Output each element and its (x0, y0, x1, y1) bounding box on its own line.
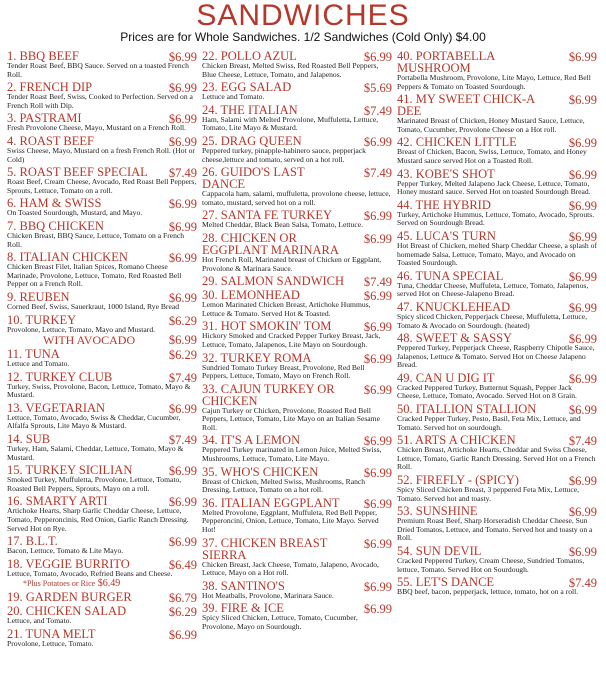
item-header (7, 80, 197, 96)
item-name: 40. PORTABELLA MUSHROOM (397, 49, 495, 75)
menu-item (7, 464, 197, 493)
item-addon (7, 334, 197, 346)
item-header (397, 473, 597, 489)
item-description: Tender Roast Beef, BBQ Sauce. Served on a toasted French Roll. (7, 61, 189, 79)
item-name: 50. ITALLION STALLION (397, 402, 537, 417)
item-description: Cracked Pepper Turkey, Pesto, Basil, Feta Mix, Lettuce, and Tomato. Served hot on sourdough. (397, 414, 581, 432)
item-name: 12. TURKEY CLUB (7, 369, 113, 384)
item-description: On Toasted Sourdough, Mustard, and Mayo. (7, 208, 143, 218)
item-description: Hot French Roll, Marinated breast of Chicken or Eggplant, Provolone & Marinara Sauce. (202, 254, 382, 273)
item-name: 39. FIRE & ICE (202, 601, 284, 616)
item-description: Cajun Turkey or Chicken, Provolone, Roasted Red Bell Peppers, Lettuce, Tomato, Lite Mayo on an Italian Sesame Roll. (202, 405, 380, 432)
item-name: 17. B.L.T. (7, 534, 58, 549)
item-price: $6.99 (568, 269, 597, 284)
item-price: $6.99 (568, 371, 597, 386)
item-header (7, 494, 197, 510)
menu-item (202, 434, 392, 463)
menu-item (202, 209, 392, 230)
item-name: 6. HAM & SWISS (7, 196, 102, 211)
menu-item (202, 289, 392, 318)
item-description: Breast of Chicken, Bacon, Swiss, Lettuce, Tomato, and Honey Mustard sauce served Hot on a Toasted Roll. (397, 147, 587, 165)
item-description: Lemon Marinated Chicken Breast, Artichoke Hummus, Lettuce & Tomato. Served Hot & Toasted. (202, 300, 371, 318)
item-header (397, 93, 597, 117)
item-name: 7. BBQ CHICKEN (7, 218, 104, 233)
menu-item (202, 537, 392, 578)
menu-item (7, 314, 197, 347)
item-name: 54. SUN DEVIL (397, 544, 482, 558)
menu-item (7, 590, 197, 606)
menu-item (397, 332, 597, 370)
item-header (202, 80, 392, 96)
item-description: Breast of Chicken, Melted Swiss, Mushrooms, Ranch Dressing, Lettuce, Tomato on a hot roll. (202, 476, 366, 495)
item-header (397, 199, 597, 211)
menu-item (7, 291, 197, 312)
item-price: $6.99 (168, 401, 197, 416)
item-name: 13. VEGETARIAN (7, 400, 106, 415)
item-price: $6.29 (168, 313, 197, 328)
item-name: 10. TURKEY (7, 312, 77, 327)
item-header (202, 497, 392, 509)
item-price: $6.99 (363, 382, 392, 397)
item-header (202, 580, 392, 592)
item-description: Peppered Turkey marinated in Lemon Juice, Melted Swiss, Mushrooms, Lettuce, Tomato, Lite Mayo. (202, 445, 382, 464)
item-price: $6.99 (568, 474, 597, 489)
item-name: 43. KOBE'S SHOT (397, 166, 495, 181)
menu-item (397, 93, 597, 134)
item-price: $6.99 (568, 93, 597, 108)
item-header (397, 230, 597, 242)
item-name: 15. TURKEY SICILIAN (7, 463, 133, 478)
item-description: Swiss Cheese, Mayo, Mustard on a fresh French Roll. (Hot or Cold) (7, 145, 195, 164)
item-description: Roast Beef, Cream Cheese, Avocado, Red Roast Bell Peppers, Sprouts, Lettuce, Tomato on a roll. (7, 177, 197, 195)
item-header (202, 466, 392, 478)
item-price: $7.49 (363, 166, 392, 181)
item-price: $6.99 (568, 300, 597, 315)
item-price: $6.49 (168, 557, 197, 572)
item-header (202, 208, 392, 224)
item-name: 19. GARDEN BURGER (7, 590, 132, 605)
item-name: 33. CAJUN TURKEY OR CHICKEN (202, 381, 335, 408)
item-header (397, 301, 597, 313)
item-name: 30. LEMONHEAD (202, 288, 300, 303)
menu-item (7, 605, 197, 626)
item-name: 42. CHICKEN LITTLE (397, 135, 517, 150)
menu-item (397, 434, 597, 472)
item-price: $6.99 (363, 289, 392, 304)
menu-item (202, 135, 392, 164)
item-description: Artichoke Hearts, Sharp Garlic Cheddar Cheese, Lettuce, Tomato, Pepperoncinis, Red Onion, Garlic Ranch Dressing. Served Hot on Rye. (7, 506, 189, 533)
item-name: 49. CAN U DIG IT (397, 370, 495, 385)
item-header (7, 111, 197, 127)
item-price: $6.99 (568, 332, 597, 347)
menu-item (397, 576, 597, 597)
menu-item (397, 545, 597, 574)
item-description: Melted Provolone, Eggplant, Muffuleta, Red Bell Pepper, Pepperoncini, Onion, Lettuce, Tomato, Lite Mayo. Served Hot! (202, 507, 379, 535)
item-header (397, 372, 597, 384)
item-header (7, 558, 197, 570)
item-header (397, 135, 597, 151)
item-description: Tuna, Cheddar Cheese, Muffuleta, Lettuce, Tomato, Jalapenos, served Hot on Cheese-Jalapeno Bread. (397, 280, 589, 299)
item-price: $6.29 (168, 348, 197, 363)
item-name: 53. SUNSHINE (397, 504, 478, 519)
item-name: 46. TUNA SPECIAL (397, 268, 504, 283)
item-header (7, 402, 197, 414)
menu-item (202, 104, 392, 133)
item-description: Lettuce and Tomato. (7, 359, 70, 369)
item-header (7, 628, 197, 640)
item-header (7, 196, 197, 212)
item-name: 14. SUB (7, 432, 51, 447)
item-header (202, 232, 392, 256)
item-description: Spicy Sliced Chicken Breast, 3 peppered Feta Mix, Lettuce, Tomato. Served hot and toasty. (397, 485, 579, 503)
menu-item (397, 168, 597, 197)
menu-item (397, 301, 597, 330)
menu-item (202, 320, 392, 349)
item-description: BBQ beef, bacon, pepperjack, lettuce, tomato, hot on a roll. (397, 587, 579, 597)
item-description: Sundried Tomato Turkey Breast, Provolone, Red Bell Peppers, Lettuce, Tomato, Mayo on French Roll. (202, 362, 365, 381)
menu-item (7, 81, 197, 110)
item-description: Peppered turkey, pinapple-habinero sauce, pepperjack cheese,lettuce and tomato, served on a hot roll. (202, 145, 366, 164)
item-name: 44. THE HYBRID (397, 197, 491, 212)
item-name: 28. CHICKEN OR EGGPLANT MARINARA (202, 230, 339, 257)
item-description: Turkey, Swiss, Provolone, Bacon, Lettuce, Tomato, Mayo & Mustard. (7, 381, 191, 400)
item-description: Portabella Mushroom, Provolone, Lite Mayo, Lettuce, Red Bell Peppers & Tomato on Toasted Sourdough. (397, 73, 591, 91)
item-price: $7.49 (168, 370, 197, 385)
item-name: 20. CHICKEN SALAD (7, 604, 127, 619)
item-header (397, 402, 597, 418)
item-header (7, 50, 197, 62)
item-name: 36. ITALIAN EGGPLANT (202, 495, 340, 510)
item-description: Cracked Peppered Turkey, Butternut Squash, Pepper Jack Cheese, Lettuce, Tomato, Avocado. Served Hot on 8 Grain. (397, 382, 577, 401)
item-description: Spicy sliced Chicken, Pepperjack Cheese, Muffuletta, Lettuce, Tomato & Avocado on Sourdough. (heated) (397, 311, 588, 330)
menu-item (202, 352, 392, 381)
item-header (202, 104, 392, 116)
menu-item (397, 474, 597, 503)
item-price: $7.49 (568, 434, 597, 449)
item-header (202, 352, 392, 364)
item-name: 48. SWEET & SASSY (397, 331, 513, 346)
item-price: $6.99 (168, 219, 197, 234)
menu-item (7, 558, 197, 590)
item-name: 34. IT'S A LEMON (202, 433, 301, 448)
item-price: $6.99 (363, 134, 392, 149)
item-header (7, 291, 197, 303)
menu-item (7, 220, 197, 249)
item-name: 3. PASTRAMI (7, 111, 82, 126)
menu-item (397, 372, 597, 401)
item-price: $6.99 (568, 505, 597, 520)
menu-item (7, 251, 197, 289)
menu-item (397, 230, 597, 268)
item-header (7, 135, 197, 147)
menu-item (7, 433, 197, 462)
item-price: $6.99 (363, 602, 392, 617)
item-price: $6.99 (363, 465, 392, 480)
item-description: Tender Roast Beef, Swiss, Cooked to Perfection. Served on a French Roll with Dip. (7, 92, 193, 110)
item-price: $6.99 (568, 167, 597, 182)
item-header (397, 545, 597, 557)
item-name: 5. ROAST BEEF SPECIAL (7, 165, 148, 180)
item-description: Spicy Sliced Chicken, Lettuce, Tomato, Cucumber, Provolone, Mayo on Sourdough. (202, 613, 358, 631)
item-name: 11. TUNA (7, 347, 60, 362)
item-name: 21. TUNA MELT (7, 627, 96, 641)
item-price: $6.79 (168, 591, 197, 606)
menu-item (7, 348, 197, 369)
menu-item (202, 466, 392, 495)
item-price: $7.49 (363, 275, 392, 290)
item-name: 27. SANTA FE TURKEY (202, 208, 333, 223)
item-price: $6.99 (168, 628, 197, 642)
item-description: Lettuce, Tomato, Avocado, Swiss & Cheddar, Cucumber, Alfalfa Sprouts, Lite Mayo & Mustard. (7, 412, 181, 431)
menu-column-3 (397, 50, 597, 599)
menu-item (397, 136, 597, 165)
item-header (202, 135, 392, 147)
item-header (397, 504, 597, 520)
item-header (7, 534, 197, 550)
item-name: 8. ITALIAN CHICKEN (7, 250, 128, 265)
item-header (202, 383, 392, 407)
item-name: 29. SALMON SANDWICH (202, 274, 345, 289)
addon-price: $6.99 (168, 333, 197, 348)
item-price: $6.99 (168, 134, 197, 149)
item-description: Cappacola ham, salami, muffuletta, provolone cheese, lettuce, tomato, mustard, served hot on a roll. (202, 189, 391, 207)
menu-item (202, 602, 392, 631)
item-price: $7.49 (168, 433, 197, 448)
item-header (202, 166, 392, 190)
item-header (202, 274, 392, 290)
menu-item (397, 199, 597, 228)
item-header (202, 50, 392, 62)
menu-item (202, 383, 392, 433)
menu-item (7, 135, 197, 164)
item-price: $6.99 (168, 112, 197, 127)
menu-subtitle: Prices are for Whole Sandwiches. 1/2 Sandwiches (Cold Only) $4.00 (120, 30, 486, 44)
item-header (7, 432, 197, 448)
item-header (7, 371, 197, 383)
item-addon (7, 578, 197, 589)
item-price: $6.99 (168, 197, 197, 212)
menu-item (7, 402, 197, 431)
item-description: Provolone, Lettuce, Tomato. (7, 639, 94, 648)
item-header (7, 463, 197, 479)
item-name: 2. FRENCH DIP (7, 80, 93, 95)
menu-item (202, 166, 392, 207)
item-name: 45. LUCA'S TURN (397, 228, 496, 243)
item-price: $6.99 (168, 495, 197, 510)
item-header (397, 270, 597, 282)
item-header (7, 250, 197, 266)
menu-item (7, 197, 197, 218)
item-name: 37. CHICKEN BREAST SIERRA (202, 535, 328, 562)
item-header (202, 537, 392, 561)
item-name: 1. BBQ BEEF (7, 49, 79, 63)
item-name: 41. MY SWEET CHICK-A DEE (397, 92, 535, 119)
item-header (202, 288, 392, 304)
item-name: 23. EGG SALAD (202, 80, 292, 95)
item-name: 9. REUBEN (7, 289, 70, 304)
item-price: $6.99 (363, 50, 392, 64)
item-description: Chicken Breast, Jack Cheese, Tomato, Jalapeno, Avocado, Lettuce, Mayo on a Hot roll. (202, 559, 379, 578)
item-description: Hot Meatballs, Provolone, Marinara Sauce. (202, 590, 334, 600)
item-header (7, 604, 197, 620)
item-price: $6.99 (168, 464, 197, 479)
item-header (397, 50, 597, 74)
menu-title: SANDWICHES (196, 0, 410, 32)
item-header (397, 331, 597, 347)
item-header (397, 168, 597, 180)
menu-item (397, 403, 597, 432)
item-description: Pepper Turkey, Melted Jalapeno Jack Cheese, Lettuce, Tomato, Honey mustard sauce. Served Hot on toasted Sourdough Bread. (397, 178, 591, 197)
menu-item (397, 505, 597, 543)
item-header (397, 575, 597, 591)
item-price: $6.99 (568, 50, 597, 64)
item-header (7, 220, 197, 232)
item-description: Fresh Provolone Cheese, Mayo, Mustard on a French Roll. (7, 123, 187, 133)
item-name: 35. WHO'S CHICKEN (202, 464, 319, 479)
item-header (202, 319, 392, 335)
item-description: Hickory Smoked and Cracked Pepper Turkey Breast, Jack, Lettuce, Tomato, Jalapenos, Lite Mayo on Sourdough. (202, 331, 381, 349)
item-description: Lettuce and Tomato. (202, 92, 265, 102)
item-description: Corned Beef, Swiss, Sauerkraut, 1000 Island, Rye Bread (7, 301, 179, 311)
item-description: Turkey, Artichoke Hummus, Lettuce, Tomato, Avocado, Sprouts. Served on Sourdough Bread. (397, 209, 595, 228)
item-description: Chicken Breast, BBQ Sauce, Lettuce, Tomato on a French Roll. (7, 230, 185, 249)
item-price: $6.99 (168, 251, 197, 266)
item-name: 22. POLLO AZUL (202, 49, 297, 63)
item-name: 51. ARTS A CHICKEN (397, 433, 516, 448)
item-description: Lettuce, and Tomato. (7, 616, 72, 626)
item-price: $6.99 (168, 50, 197, 64)
item-price: $6.29 (168, 605, 197, 620)
item-description: Marinated Breast of Chicken, Honey Mustard Sauce, Lettuce, Tomato, Cucumber, Provolone Cheese on a Hot roll. (397, 116, 585, 134)
item-description: Hot Breast of Chicken, melted Sharp Cheddar Cheese, a splash of homemade Salsa, Lettuce, Tomato, Mayo, and Avocado on Toasted Sourdough. (397, 240, 597, 268)
item-price: $6.99 (363, 209, 392, 224)
item-price: $6.99 (168, 535, 197, 550)
menu-item (202, 580, 392, 601)
item-price: $6.99 (568, 136, 597, 151)
item-name: 52. FIREFLY - (SPICY) (397, 473, 519, 488)
item-name: 47. KNUCKLEHEAD (397, 299, 511, 314)
item-price: $5.69 (363, 81, 392, 96)
item-price: $6.99 (363, 434, 392, 449)
item-description: Premium Roast Beef, Sharp Horseradish Cheddar Cheese, Sun Dried Tomatos, Lettuce, and Tomato. Served hot and toasty on a Roll. (397, 516, 593, 543)
menu-item (7, 535, 197, 556)
item-price: $6.99 (363, 351, 392, 366)
item-name: 18. VEGGIE BURRITO (7, 556, 130, 571)
menu-item (202, 274, 392, 290)
item-description: Peppered Turkey, Pepperjack Cheese, Raspberry Chipotle Sauce, Jalapenos, Lettuce & Tomato. Served Hot on Cheese Jalapeno Bread. (397, 343, 595, 370)
item-name: 4. ROAST BEEF (7, 133, 94, 148)
item-description: Cracked Peppered Turkey, Cream Cheese, Sundried Tomatos, lettuce, Tomato. Served Hot on Sourdough. (397, 556, 585, 574)
item-price: $6.99 (568, 198, 597, 213)
menu-item (202, 232, 392, 273)
item-price: $6.99 (363, 496, 392, 511)
item-description: Chicken Breast Filet, Italian Spices, Romano Cheese Marinade, Provolone, Lettuce, Tomato, Red Roasted Bell Pepper on a French Roll. (7, 262, 182, 289)
item-price: $6.99 (568, 545, 597, 559)
item-price: $6.99 (168, 290, 197, 305)
item-price: $6.99 (363, 231, 392, 246)
addon-name: WITH AVOCADO (43, 333, 136, 348)
item-description: Ham, Salami with Melted Provolone, Muffuletta, Lettuce, Tomato, Lite Mayo & Mustard. (202, 114, 379, 133)
item-name: 25. DRAG QUEEN (202, 133, 302, 148)
addon-name: *Plus Potatoes or Rice (23, 579, 96, 589)
menu-column-2 (202, 50, 392, 634)
item-header (202, 601, 392, 617)
item-description: Smoked Turkey, Muffuletta, Provolone, Lettuce, Tomato, Roasted Bell Peppers, Sprouts, Mayo on a roll. (7, 475, 182, 493)
item-description: Lettuce, Tomato, Avocado, Refried Beans and Cheese. (7, 568, 173, 578)
item-price: $6.99 (568, 403, 597, 418)
item-description: Chicken Breast, Melted Swiss, Red Roasted Bell Peppers, Blue Cheese, Lettuce, Tomato, and Jalapenos. (202, 61, 379, 79)
item-header (7, 347, 197, 363)
menu-item (202, 81, 392, 102)
item-name: 16. SMARTY ARTI (7, 494, 108, 509)
item-name: 26. GUIDO'S LAST DANCE (202, 165, 305, 192)
item-description: Provolone, Lettuce, Tomato, Mayo and Mustard. (7, 324, 156, 334)
item-header (202, 433, 392, 449)
item-name: 55. LET'S DANCE (397, 575, 495, 590)
menu-item (7, 628, 197, 649)
addon-price: $6.49 (97, 578, 121, 590)
item-price: $6.99 (363, 579, 392, 594)
menu-item (7, 166, 197, 195)
menu-column-1 (7, 50, 197, 651)
item-name: 31. HOT SMOKIN' TOM (202, 319, 332, 334)
item-description: Chicken Breast, Artichoke Hearts, Cheddar and Swiss Cheese, Lettuce, Tomato, Garlic Ranch Dressing. Served Hot on a French Roll. (397, 445, 596, 472)
menu-item (7, 371, 197, 400)
item-price: $6.99 (568, 229, 597, 244)
item-price: $7.49 (168, 166, 197, 181)
menu-item (7, 50, 197, 79)
menu-item (202, 497, 392, 535)
item-price: $6.99 (363, 536, 392, 551)
item-price: $6.99 (363, 320, 392, 335)
menu-item (202, 50, 392, 79)
item-price: $7.49 (568, 576, 597, 591)
menu-item (397, 50, 597, 91)
item-header (397, 433, 597, 449)
menu-item (7, 112, 197, 133)
item-description: Turkey, Ham, Salami, Cheddar, Lettuce, Tomato, Mayo & Mustard. (7, 444, 184, 462)
menu-item (397, 270, 597, 299)
item-description: Bacon, Lettuce, Tomato & Lite Mayo. (7, 546, 124, 556)
item-header (7, 590, 197, 606)
menu-item (7, 495, 197, 533)
item-name: 24. THE ITALIAN (202, 102, 298, 117)
item-name: 32. TURKEY ROMA (202, 350, 312, 365)
item-price: $6.99 (168, 81, 197, 96)
item-price: $7.49 (363, 103, 392, 118)
item-header (7, 314, 197, 326)
item-header (7, 165, 197, 181)
item-name: 38. SANTINO'S (202, 578, 285, 593)
item-description: Melted Cheddar, Black Bean Salsa, Tomato, Lettuce. (202, 220, 363, 230)
